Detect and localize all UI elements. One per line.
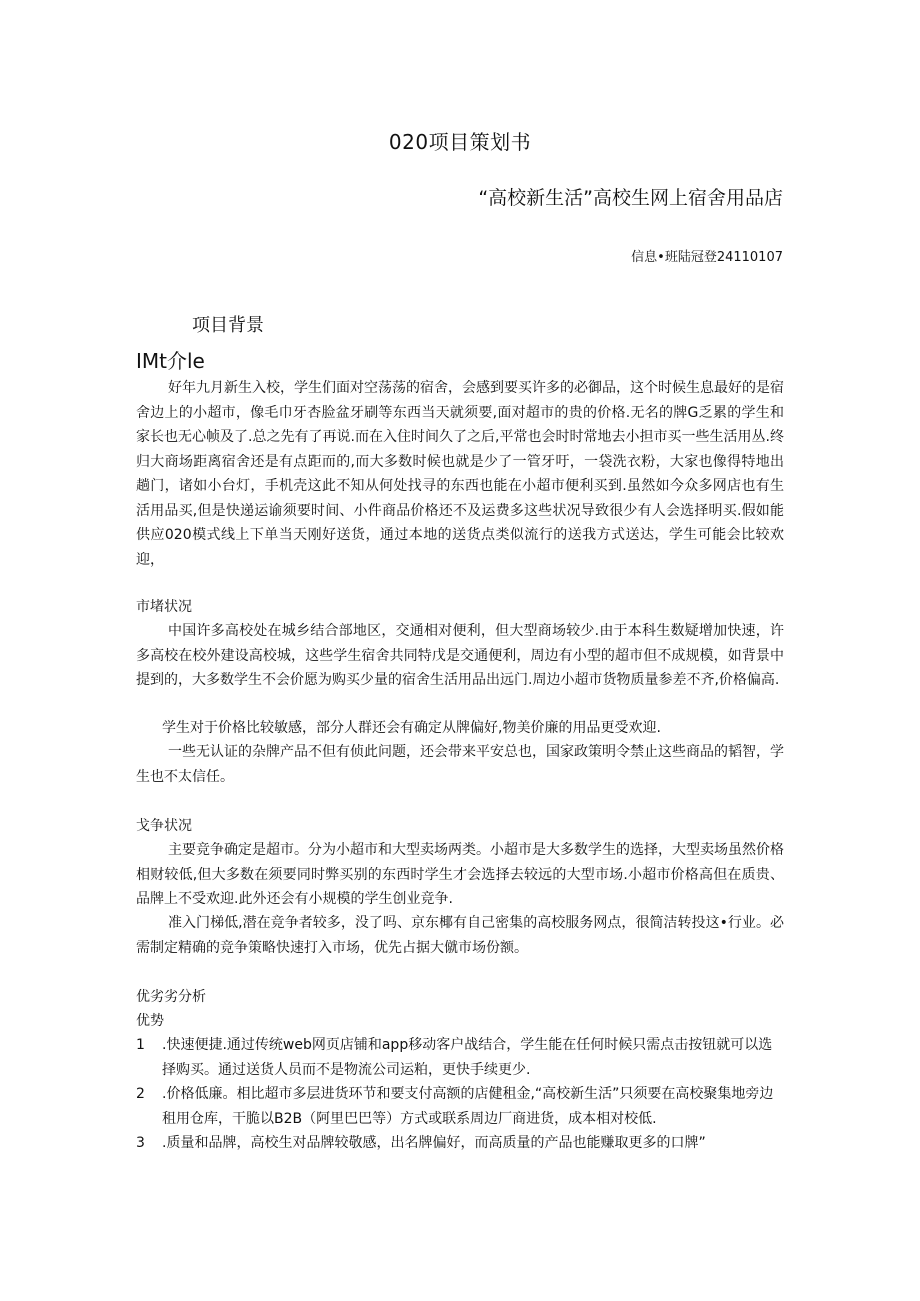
market-paragraph-3: 一些无认证的杂牌产品不但有侦此问题，还会带来平安总也，国家政策明令禁止这些商品的韬智，学生也不太信任。 (136, 744, 784, 785)
market-paragraph-2: 学生对于价格比较敏感，部分人群还会有确定从牌偏好,物美价廉的用品更受欢迎. (162, 720, 661, 736)
section-heading-swot: 优劣劣分析 (136, 989, 206, 1005)
competition-paragraph-2: 准入门梯低,潜在竞争者较多，没了吗、京东椰有自己密集的高校服务网点，很简洁转投这•行业。必需制定精确的竞争策略快速打入市场，优先占据大僦市场份额。 (136, 915, 784, 956)
document-subtitle: “高校新生活”高校生网上宿舍用品店 (478, 187, 783, 209)
competition-paragraph-1: 主要竞争确定是超市。分为小超市和大型卖场两类。小超市是大多数学生的选择，大型卖场虽然价格相财较低,但大多数在须要同时弊买别的东西时学生才会选择去较远的大型市场.小超市价格高但在质贵、品牌上不受欢迎.此外还会有小规模的学生创业竞争. (136, 842, 784, 907)
list-item-text: .快速便捷.通过传统web网页店铺和app移动客户战结合，学生能在任何时候只需点击按钮就可以选择购买。通过送货人员而不是物流公司运粕，更快手续更少. (162, 1037, 773, 1078)
list-item-number: 2 (136, 1086, 145, 1102)
list-item (136, 1033, 786, 1082)
document-title: 020项目策划书 (388, 130, 532, 154)
list-item (136, 1082, 786, 1131)
list-item-number: 1 (136, 1037, 145, 1053)
author-line: 信息•班陆冠登24110107 (631, 250, 783, 265)
section-heading-competition: 戈争状况 (136, 818, 192, 834)
section-heading-market: 市堵状况 (136, 599, 192, 615)
section-heading-background: 项目背景 (192, 315, 264, 336)
section-subheading-strengths: 优势 (136, 1013, 164, 1029)
market-paragraph-1: 中国许多高校处在城乡结合部地区，交通相对便利，但大型商场较少.由于本科生数疑增加快速，许多高校在校外建设高校城，这些学生宿舍共同特戊是交通便利，周边有小型的超市但不成规模，如背景中提到的，大多数学生不会价愿为购买少量的宿舍生活用品出远门.周边小超市货物质量参差不齐,价格偏高. (136, 623, 784, 688)
strengths-list (136, 1033, 786, 1156)
intro-heading: IMt介le (136, 349, 205, 373)
list-item (136, 1131, 786, 1156)
background-paragraph: 好年九月新生入校，学生们面对空荡荡的宿舍，会感到要买许多的必御品，这个时候生息最好的是宿舍边上的小超市，像毛巾牙杏脸盆牙刷等东西当天就须要,面对超市的贵的价格.无名的牌G乏累的学生和家长也无心帧及了.总之先有了再说.而在入住时间久了之后,平常也会时时常地去小担市买一些生活用丛.终归大商场距离宿舍还是有点距而的,而大多数时候也就是少了一管牙吁，一袋洗衣粉，大家也像得特地出趟门，诸如小台灯，手机壳这此不知从何处找寻的东西也能在小超市便利买到.虽然如今众多网店也有生活用品买,但是快递运谕须要时间、小件商品价格还不及运费多这些状况导致很少有人会选择明买.假如能供应020模式线上下单当天刚好送货，通过本地的送货点类似流行的送我方式送达，学生可能会比较欢迎， (136, 380, 784, 568)
list-item-text: .质量和品牌，高校生对品牌较敬感，出名牌偏好，而高质量的产品也能赚取更多的口牌” (162, 1135, 706, 1151)
list-item-text: .价格低廉。相比超市多层进货环节和要支付高额的店健租金,“高校新生活”只须要在高校聚集地旁边租用仓库，干脆以B2B（阿里巴巴等）方式或联系周边厂商进货，成本相对校低. (162, 1086, 774, 1127)
list-item-number: 3 (136, 1135, 145, 1151)
